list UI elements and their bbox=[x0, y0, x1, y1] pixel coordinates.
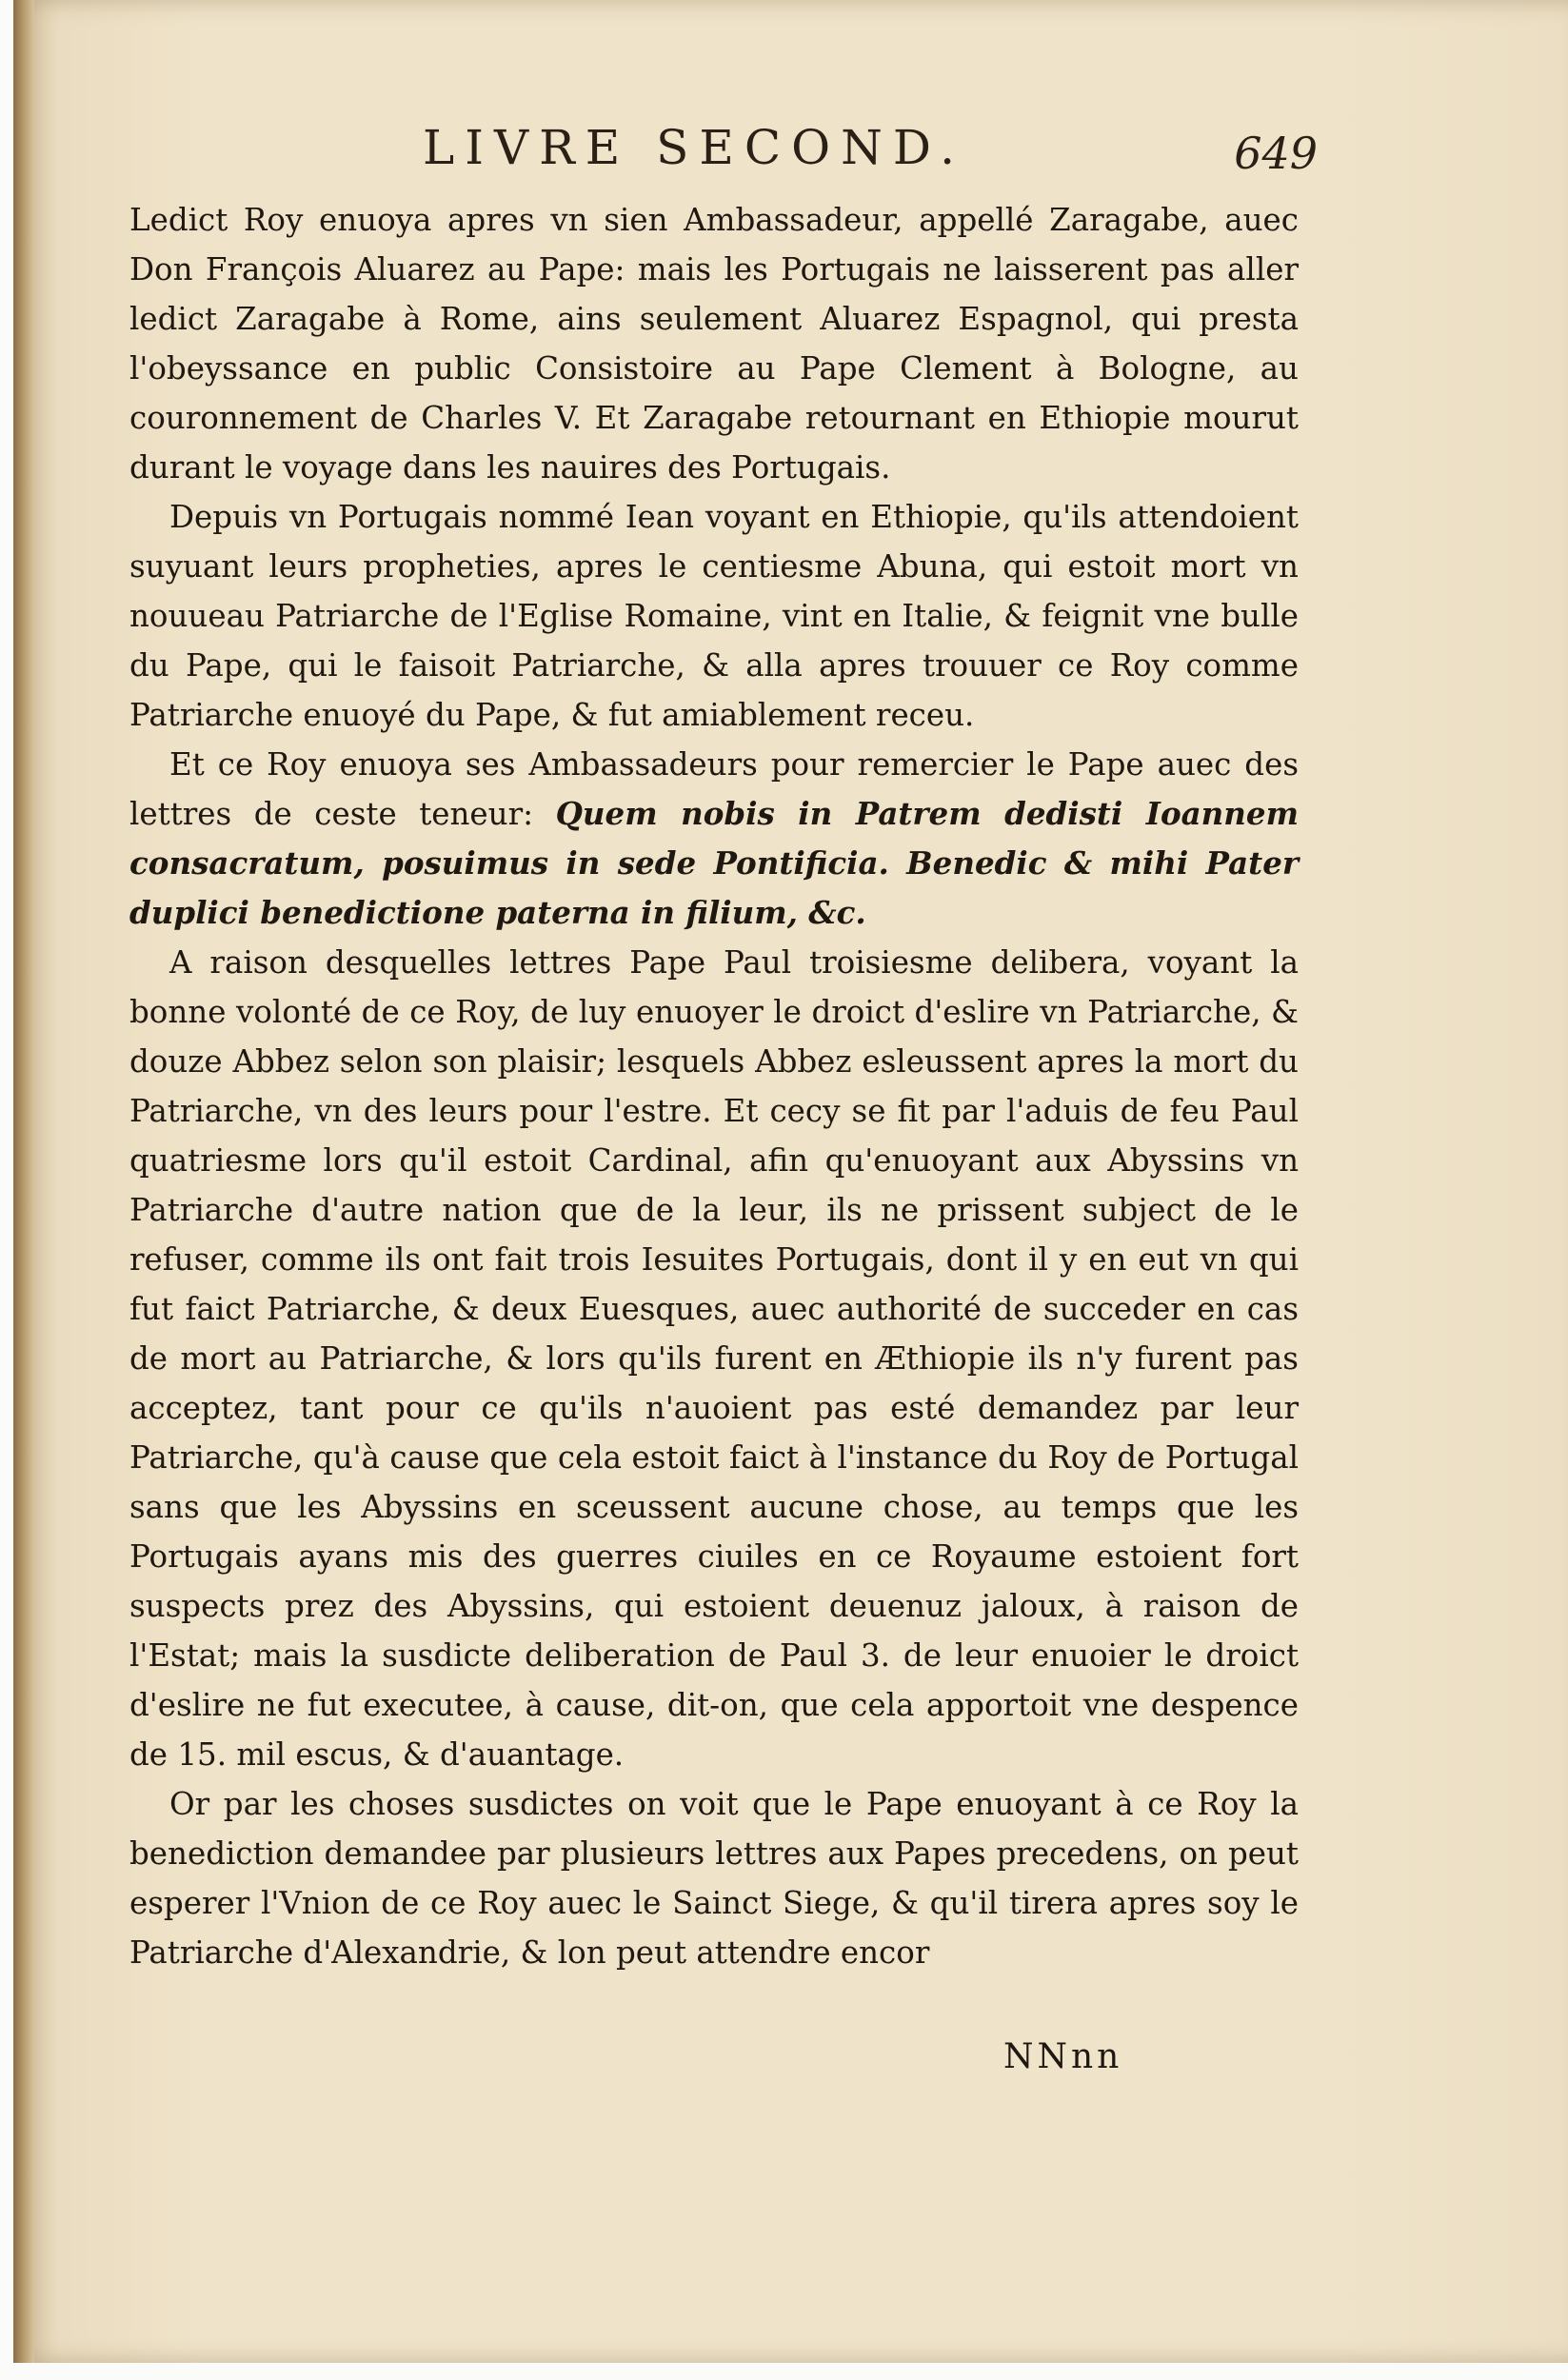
latin-quotation: Quem nobis in Patrem dedisti Ioannem consacratum, posuimus in sede Pontificia. Benedic & mihi Pater duplici benedictione paterna in filium, &c. bbox=[129, 795, 1300, 931]
page-number: 649 bbox=[1234, 128, 1318, 179]
paragraph-4: A raison desquelles lettres Pape Paul troisiesme delibera, voyant la bonne volonté de ce Roy, de luy enuoyer le droict d'eslire vn Patriarche, & douze Abbez selon son plaisir; lesquels Abbez esleussent apres la mort du Patriarche, vn des leurs pour l'estre. Et cecy se fit par l'aduis de feu Paul quatriesme lors qu'il estoit Cardinal, afin qu'enuoyant aux Abyssins vn Patriarche d'autre nation que de la leur, ils ne prissent subject de le refuser, comme ils ont fait trois Iesuites Portugais, dont il y en eut vn qui fut faict Patriarche, & deux Euesques, auec authorité de succeder en cas de mort au Patriarche, & lors qu'ils furent en Æthiopie ils n'y furent pas acceptez, tant pour ce qu'ils n'auoient pas esté demandez par leur Patriarche, qu'à cause que cela estoit faict à l'instance du Roy de Portugal sans que les Abyssins en sceussent aucune chose, au temps que les Portugais ayans mis des guerres ciuiles en ce Royaume estoient fort suspects prez des Abyssins, qui estoient deuenuz jaloux, à raison de l'Estat; mais la susdicte deliberation de Paul 3. de leur enuoier le droict d'eslire ne fut executee, à cause, dit-on, que cela apportoit vne despence de 15. mil escus, & d'auantage. bbox=[129, 944, 1299, 1773]
book-page bbox=[13, 0, 1568, 2363]
paragraph-2: Depuis vn Portugais nommé Iean voyant en Ethiopie, qu'ils attendoient suyuant leurs propheties, apres le centiesme Abuna, qui estoit mort vn nouueau Patriarche de l'Eglise Romaine, vint en Italie, & feignit vne bulle du Pape, qui le faisoit Patriarche, & alla apres trouuer ce Roy comme Patriarche enuoyé du Pape, & fut amiablement receu. bbox=[129, 499, 1299, 733]
signature-mark: NNnn bbox=[1003, 2037, 1123, 2076]
running-head bbox=[166, 120, 1318, 187]
paragraph-1: Ledict Roy enuoya apres vn sien Ambassadeur, appellé Zaragabe, auec Don François Aluarez au Pape: mais les Portugais ne laisserent pas aller ledict Zaragabe à Rome, ains seulement Aluarez Espagnol, qui presta l'obeyssance en public Consistoire au Pape Clement à Bologne, au couronnement de Charles V. Et Zaragabe retournant en Ethiopie mourut durant le voyage dans les nauires des Portugais. bbox=[129, 202, 1299, 486]
paragraph-3-text: Et ce Roy enuoya ses Ambassadeurs pour remercier le Pape auec des lettres de ceste teneur: bbox=[129, 746, 1299, 832]
body-text bbox=[129, 195, 1299, 1977]
binding-gutter bbox=[13, 0, 34, 2363]
running-title: LIVRE SECOND. bbox=[423, 120, 966, 175]
paragraph-3 bbox=[129, 740, 1299, 938]
paragraph-5: Or par les choses susdictes on voit que le Pape enuoyant à ce Roy la benediction demandee par plusieurs lettres aux Papes precedens, on peut esperer l'Vnion de ce Roy auec le Sainct Siege, & qu'il tirera apres soy le Patriarche d'Alexandrie, & lon peut attendre encor bbox=[129, 1786, 1299, 1971]
